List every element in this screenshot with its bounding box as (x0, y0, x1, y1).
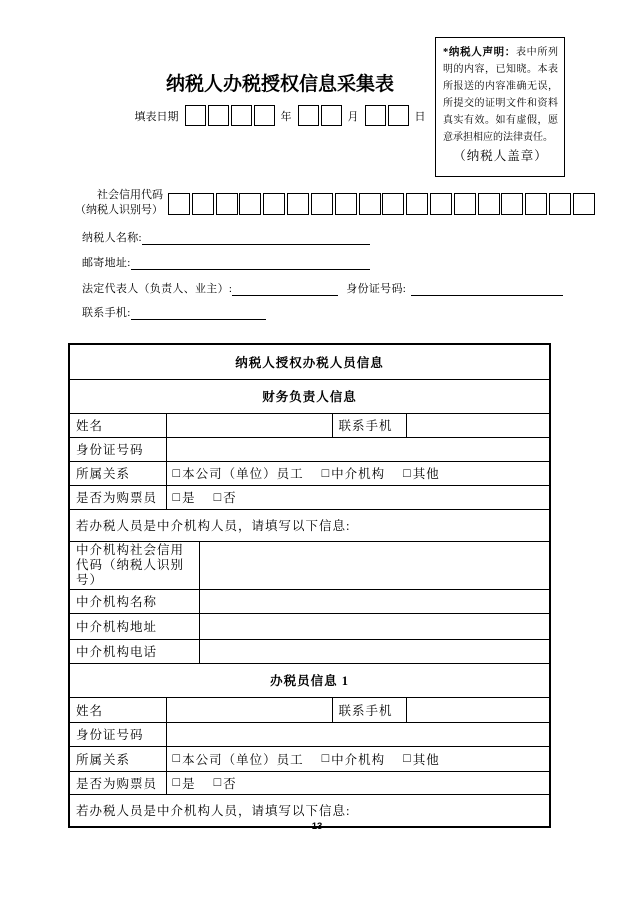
cfo-ticket-option-yes[interactable] (173, 488, 196, 506)
taxpayer-stamp-note: （纳税人盖章） (453, 149, 548, 163)
day-digit-boxes (365, 105, 409, 126)
section-title-clerk1: 办税员信息 1 (69, 663, 550, 697)
table-title: 纳税人授权办税人员信息 (69, 344, 550, 379)
checkbox-icon: □ (172, 751, 182, 765)
checkbox-icon: □ (213, 489, 223, 504)
clerk1-relation-option-agency[interactable] (322, 750, 386, 768)
month-label: 月 (347, 110, 359, 123)
day-label: 日 (414, 110, 426, 123)
contact-phone-field (82, 306, 266, 320)
cfo-agency-note: 若办税人员是中介机构人员，请填写以下信息: (69, 509, 550, 541)
year-digit-boxes (185, 105, 275, 126)
agency-address-label: 中介机构地址 (69, 613, 199, 639)
clerk1-ticket-options (173, 774, 544, 792)
credit-code-label (66, 188, 163, 218)
clerk1-relation-option-other[interactable] (403, 750, 440, 768)
clerk1-phone-label: 联系手机 (332, 697, 406, 722)
clerk1-relation-options (173, 750, 544, 768)
cfo-relation-options (173, 464, 544, 482)
clerk1-relation-option-employee[interactable] (173, 750, 304, 768)
credit-code-box[interactable] (359, 193, 381, 215)
clerk1-id-input[interactable] (166, 722, 550, 746)
credit-code-box[interactable] (287, 193, 309, 215)
agency-credit-code-input[interactable] (199, 541, 550, 589)
option-label: 是 (182, 491, 196, 505)
declaration-label: *纳税人声明： (443, 47, 516, 58)
cfo-ticket-option-no[interactable] (214, 488, 237, 506)
clerk1-phone-input[interactable] (406, 697, 550, 722)
credit-code-box[interactable] (478, 193, 500, 215)
checkbox-icon: □ (403, 751, 412, 765)
agency-address-input[interactable] (199, 613, 550, 639)
checkbox-icon: □ (172, 465, 182, 480)
checkbox-icon: □ (172, 489, 182, 504)
year-digit-box[interactable] (231, 105, 252, 126)
credit-code-box[interactable] (168, 193, 190, 215)
legal-rep-id-input[interactable] (411, 283, 563, 296)
agency-phone-input[interactable] (199, 639, 550, 663)
checkbox-icon: □ (213, 775, 223, 789)
year-digit-box[interactable] (208, 105, 229, 126)
page-number: 13 (311, 821, 323, 832)
contact-phone-input[interactable] (131, 307, 266, 320)
cfo-relation-option-other[interactable] (403, 464, 440, 482)
agency-credit-code-label: 中介机构社会信用代码（纳税人识别号） (69, 541, 199, 589)
cfo-ticket-options (173, 488, 544, 506)
year-digit-box[interactable] (254, 105, 275, 126)
mailing-address-input[interactable] (131, 257, 370, 270)
cfo-id-input[interactable] (166, 437, 550, 461)
clerk1-ticket-option-no[interactable] (214, 774, 237, 792)
mailing-address-field (82, 256, 370, 270)
clerk1-name-label: 姓名 (69, 697, 166, 722)
agency-name-input[interactable] (199, 589, 550, 613)
cfo-name-label: 姓名 (69, 413, 166, 437)
clerk1-id-label: 身份证号码 (69, 722, 166, 746)
credit-code-box[interactable] (501, 193, 523, 215)
form-title: 纳税人办税授权信息采集表 (165, 74, 394, 95)
year-label: 年 (280, 110, 292, 123)
credit-code-box[interactable] (525, 193, 547, 215)
taxpayer-name-field (82, 231, 370, 245)
legal-representative-field (82, 282, 563, 296)
fill-date-line (68, 104, 492, 127)
contact-phone-label: 联系手机: (82, 307, 131, 319)
credit-code-label-line1: 社会信用代码 (97, 189, 163, 201)
credit-code-box[interactable] (263, 193, 285, 215)
year-digit-box[interactable] (185, 105, 206, 126)
day-digit-box[interactable] (388, 105, 409, 126)
option-label: 否 (223, 776, 237, 791)
credit-code-box[interactable] (454, 193, 476, 215)
cfo-phone-input[interactable] (406, 413, 550, 437)
option-label: 其他 (412, 467, 440, 481)
cfo-relation-option-agency[interactable] (322, 464, 386, 482)
option-label: 中介机构 (331, 467, 386, 481)
declaration-body: 表中所列明的内容，已知晓。本表所报送的内容准确无误，所提交的证明文件和资料真实有效。如有虚假，愿意承担相应的法律责任。 (443, 47, 559, 143)
authorized-personnel-table (68, 343, 551, 828)
credit-code-box[interactable] (406, 193, 428, 215)
option-label: 否 (223, 491, 237, 505)
option-label: 本公司（单位）员工 (182, 752, 304, 767)
checkbox-icon: □ (172, 775, 182, 789)
credit-code-boxes (168, 193, 595, 215)
mailing-address-label: 邮寄地址: (82, 257, 131, 269)
clerk1-relation-label: 所属关系 (69, 746, 166, 771)
day-digit-box[interactable] (365, 105, 386, 126)
clerk1-name-input[interactable] (166, 697, 332, 722)
option-label: 其他 (412, 752, 440, 767)
cfo-relation-option-employee[interactable] (173, 464, 304, 482)
taxpayer-name-input[interactable] (142, 232, 370, 245)
cfo-ticket-label: 是否为购票员 (69, 485, 166, 509)
credit-code-box[interactable] (430, 193, 452, 215)
checkbox-icon: □ (403, 465, 412, 480)
cfo-name-input[interactable] (166, 413, 332, 437)
credit-code-box[interactable] (216, 193, 238, 215)
credit-code-box[interactable] (335, 193, 357, 215)
credit-code-box[interactable] (239, 193, 261, 215)
credit-code-label-line2: （纳税人识别号） (75, 204, 163, 216)
option-label: 是 (182, 776, 196, 791)
clerk1-ticket-label: 是否为购票员 (69, 771, 166, 794)
cfo-relation-label: 所属关系 (69, 461, 166, 485)
taxpayer-name-label: 纳税人名称: (82, 232, 142, 244)
legal-rep-id-label: 身份证号码: (346, 283, 407, 295)
fill-date-label: 填表日期 (134, 110, 179, 123)
clerk1-agency-note: 若办税人员是中介机构人员，请填写以下信息: (69, 794, 550, 827)
credit-code-box[interactable] (549, 193, 571, 215)
cfo-phone-label: 联系手机 (332, 413, 406, 437)
month-digit-box[interactable] (298, 105, 319, 126)
checkbox-icon: □ (321, 465, 331, 480)
checkbox-icon: □ (321, 751, 331, 765)
credit-code-box[interactable] (382, 193, 404, 215)
cfo-id-label: 身份证号码 (69, 437, 166, 461)
clerk1-ticket-option-yes[interactable] (173, 774, 196, 792)
month-digit-box[interactable] (321, 105, 342, 126)
option-label: 中介机构 (331, 752, 386, 767)
option-label: 本公司（单位）员工 (182, 467, 304, 481)
credit-code-box[interactable] (192, 193, 214, 215)
section-title-cfo: 财务负责人信息 (69, 379, 550, 413)
credit-code-box[interactable] (311, 193, 333, 215)
month-digit-boxes (298, 105, 342, 126)
legal-rep-input[interactable] (232, 283, 338, 296)
agency-name-label: 中介机构名称 (69, 589, 199, 613)
legal-rep-label: 法定代表人（负责人、业主）: (82, 283, 233, 295)
credit-code-box[interactable] (573, 193, 595, 215)
agency-phone-label: 中介机构电话 (69, 639, 199, 663)
